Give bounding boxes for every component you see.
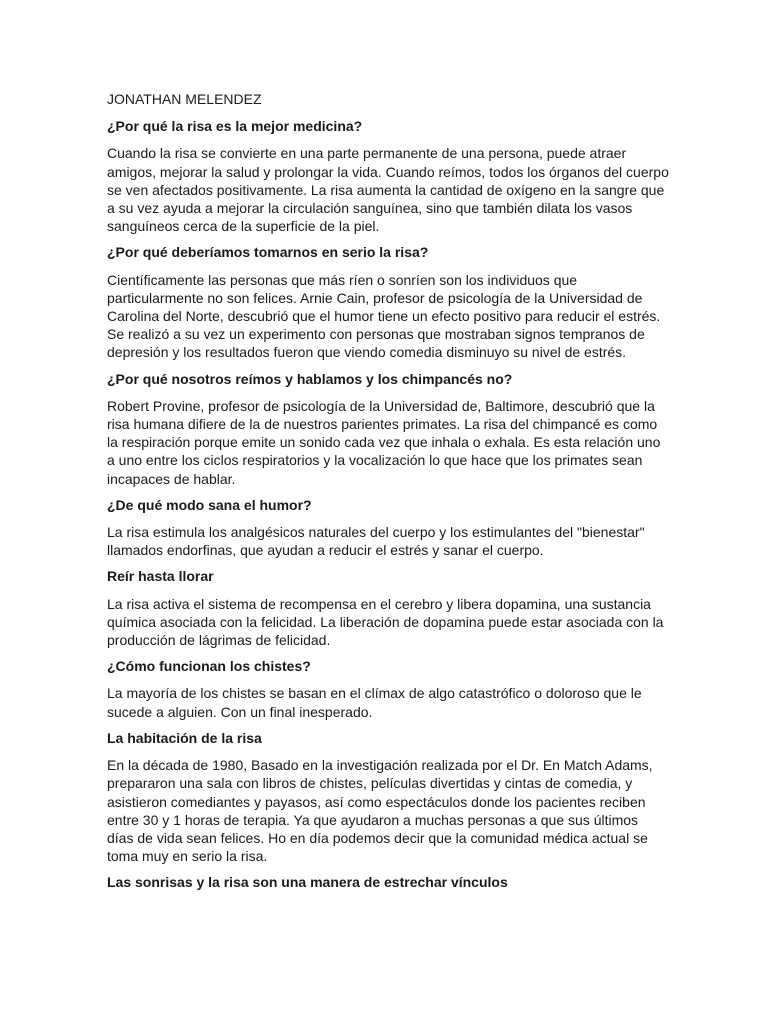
paragraph-line: amigos, mejorar la salud y prolongar la vida. Cuando reímos, todos los órganos del cuerpo — [107, 163, 669, 180]
paragraph-line: entre 30 y 1 horas de terapia. Ya que ayudaron a muchas personas a que sus últimos — [107, 811, 639, 828]
paragraph-line: se ven afectados positivamente. La risa aumenta la cantidad de oxígeno en la sangre que — [107, 181, 665, 198]
paragraph-line: incapaces de hablar. — [107, 470, 236, 487]
paragraph-line: Cuando la risa se convierte en una parte permanente de una persona, puede atraer — [107, 145, 627, 162]
paragraph-line: Robert Provine, profesor de psicología de la Universidad de, Baltimore, descubrió que la — [107, 397, 655, 414]
paragraph-line: a su vez ayuda a mejorar la circulación sanguínea, sino que también dilata los vasos — [107, 200, 633, 217]
section-heading: ¿Por qué nosotros reímos y hablamos y los chimpancés no? — [107, 370, 513, 387]
document-section — [107, 117, 707, 235]
paragraph-line: química asociada con la felicidad. La liberación de dopamina puede estar asociada con la — [107, 613, 664, 630]
paragraph-line: llamados endorfinas, que ayudan a reducir el estrés y sanar el cuerpo. — [107, 542, 544, 559]
document-section — [107, 657, 707, 721]
paragraph-line: producción de lágrimas de felicidad. — [107, 632, 331, 649]
section-paragraph — [107, 397, 707, 488]
paragraph-line: depresión y los resultados fueron que viendo comedia disminuyo su nivel de estrés. — [107, 344, 627, 361]
paragraph-line: En la década de 1980, Basado en la investigación realizada por el Dr. En Match Adams, — [107, 757, 653, 774]
paragraph-line: particularmente no son felices. Arnie Cain, profesor de psicología de la Universidad de — [107, 289, 643, 306]
paragraph-line: toma muy en serio la risa. — [107, 848, 268, 865]
section-heading: ¿Cómo funcionan los chistes? — [107, 658, 311, 675]
document-page — [107, 90, 707, 901]
section-heading: ¿De qué modo sana el humor? — [107, 496, 312, 513]
document-section — [107, 243, 707, 361]
section-paragraph — [107, 684, 707, 720]
paragraph-line: asistieron comediantes y payasos, así como espectáculos donde los pacientes reciben — [107, 793, 646, 810]
paragraph-line: prepararon una sala con libros de chistes, películas divertidas y cintas de comedia, y — [107, 775, 633, 792]
paragraph-line: sanguíneos cerca de la superficie de la piel. — [107, 218, 380, 235]
section-heading: Las sonrisas y la risa son una manera de estrechar vínculos — [107, 874, 508, 891]
section-heading: ¿Por qué deberíamos tomarnos en serio la risa? — [107, 244, 429, 261]
section-paragraph — [107, 595, 707, 650]
paragraph-line: sucede a alguien. Con un final inesperado. — [107, 703, 373, 720]
section-paragraph — [107, 756, 707, 865]
paragraph-line: La risa estimula los analgésicos naturales del cuerpo y los estimulantes del "bienestar" — [107, 524, 645, 541]
section-paragraph — [107, 144, 707, 235]
section-heading: La habitación de la risa — [107, 729, 262, 746]
document-section — [107, 567, 707, 649]
paragraph-line: Carolina del Norte, descubrió que el humor tiene un efecto positivo para reducir el estrés. — [107, 308, 661, 325]
paragraph-line: risa humana difiere de la de nuestros parientes primates. La risa del chimpancé es como — [107, 416, 658, 433]
section-paragraph — [107, 523, 707, 559]
paragraph-line: Científicamente las personas que más ríen o sonríen son los individuos que — [107, 271, 578, 288]
paragraph-line: La mayoría de los chistes se basan en el clímax de algo catastrófico o doloroso que le — [107, 685, 642, 702]
paragraph-line: a uno entre los ciclos respiratorios y la vocalización lo que hace que los primates sean — [107, 452, 643, 469]
section-paragraph — [107, 271, 707, 362]
document-section — [107, 496, 707, 560]
paragraph-line: La risa activa el sistema de recompensa en el cerebro y libera dopamina, una sustancia — [107, 595, 651, 612]
paragraph-line: la respiración porque emite un sonido cada vez que inhala o exhala. Es esta relación uno — [107, 434, 661, 451]
document-section — [107, 873, 707, 891]
author-name: JONATHAN MELENDEZ — [107, 91, 262, 107]
document-section — [107, 729, 707, 865]
paragraph-line: Se realizó a su vez un experimento con personas que mostraban signos tempranos de — [107, 326, 645, 343]
document-section — [107, 370, 707, 488]
document-body — [107, 117, 707, 891]
section-heading: ¿Por qué la risa es la mejor medicina? — [107, 118, 363, 135]
section-heading: Reír hasta llorar — [107, 568, 214, 585]
paragraph-line: días de vida sean felices. Ho en día podemos decir que la comunidad médica actual se — [107, 829, 648, 846]
